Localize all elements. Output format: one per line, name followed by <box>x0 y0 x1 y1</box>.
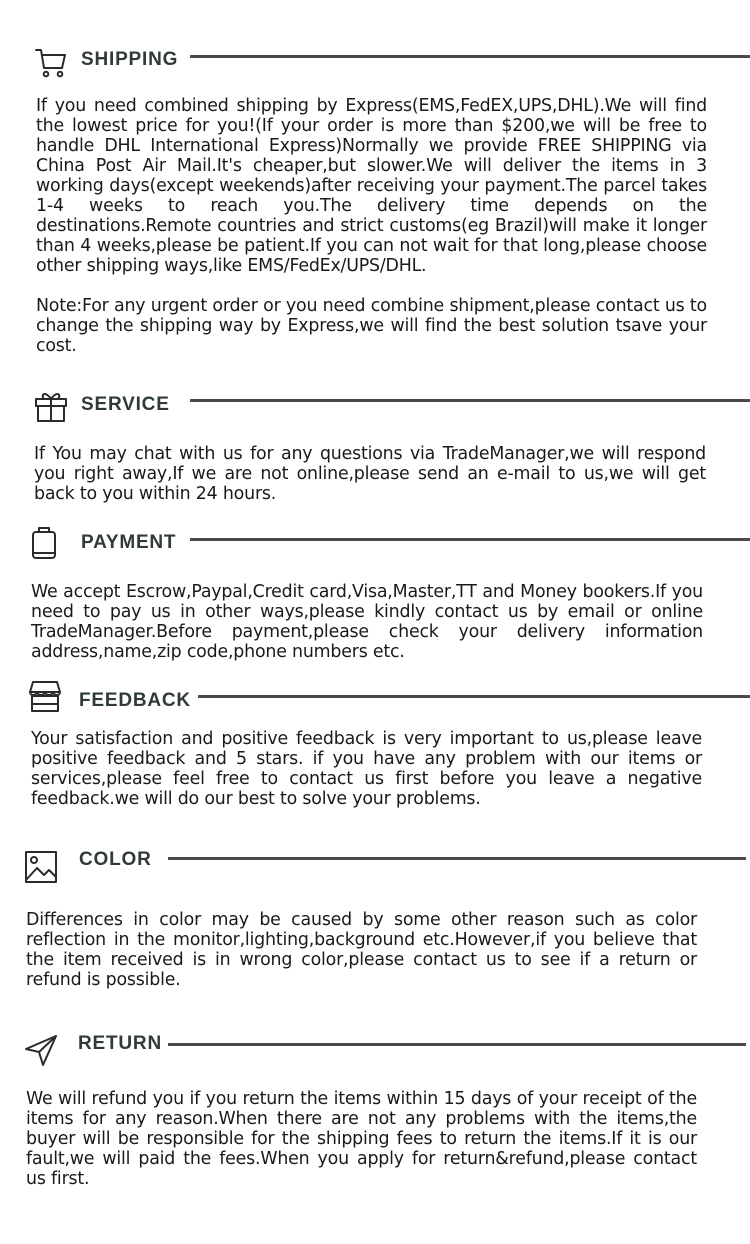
storefront-icon <box>28 680 62 714</box>
shipping-text <box>36 96 707 356</box>
color-text <box>26 910 697 990</box>
shipping-paragraph-2: Note:For any urgent order or you need combine shipment,please contact us to change the shipping way by Express,we will find the best solution tsave your cost. <box>36 296 707 356</box>
shipping-divider <box>190 55 750 58</box>
feedback-divider <box>198 695 750 698</box>
payment-divider <box>190 538 750 541</box>
gift-icon <box>34 389 68 423</box>
color-title: COLOR <box>79 849 152 870</box>
color-divider <box>168 857 746 860</box>
return-divider <box>168 1043 746 1046</box>
color-paragraph-1: Differences in color may be caused by some other reason such as color reflection in the monitor,lighting,background etc.However,if you believe that the item received is in wrong color,please contact us to see if a return or refund is possible. <box>26 910 697 990</box>
shopping-bag-icon <box>27 526 61 560</box>
paper-plane-icon <box>24 1033 58 1067</box>
shipping-title: SHIPPING <box>81 49 179 70</box>
shipping-paragraph-1: If you need combined shipping by Express(EMS,FedEX,UPS,DHL).We will find the lowest price for you!(If your order is more than $200,we will be free to handle DHL International Express)Normally we provide FREE SHIPPING via China Post Air Mail.It's cheaper,but slower.We will deliver the items in 3 working days(except weekends)after receiving your payment.The parcel takes 1-4 weeks to reach you.The delivery time depends on the destinations.Remote countries and strict customs(eg Brazil)will make it longer than 4 weeks,please be patient.If you can not wait for that long,please choose other shipping ways,like EMS/FedEx/UPS/DHL. <box>36 96 707 276</box>
service-divider <box>190 399 750 402</box>
feedback-text <box>31 729 702 809</box>
return-text <box>26 1089 697 1189</box>
return-paragraph-1: We will refund you if you return the items within 15 days of your receipt of the items for any reason.When there are not any problems with the items,the buyer will be responsible for the shipping fees to return the items.If it is our fault,we will paid the fees.When you apply for return&refund,please contact us first. <box>26 1089 697 1189</box>
image-icon <box>24 850 58 884</box>
shopping-cart-icon <box>34 46 68 80</box>
paragraph-spacer <box>36 276 707 296</box>
payment-title: PAYMENT <box>81 532 177 553</box>
service-title: SERVICE <box>81 394 170 415</box>
feedback-paragraph-1: Your satisfaction and positive feedback is very important to us,please leave positive feedback and 5 stars. if you have any problem with our items or services,please feel free to contact us first before you leave a negative feedback.we will do our best to solve your problems. <box>31 729 702 809</box>
service-paragraph-1: If You may chat with us for any questions via TradeManager,we will respond you right away,If we are not online,please send an e-mail to us,we will get back to you within 24 hours. <box>34 444 706 504</box>
payment-text <box>31 582 703 662</box>
return-title: RETURN <box>78 1033 162 1054</box>
payment-paragraph-1: We accept Escrow,Paypal,Credit card,Visa,Master,TT and Money bookers.If you need to pay us in other ways,please kindly contact us by email or online TradeManager.Before payment,please check your delivery information address,name,zip code,phone numbers etc. <box>31 582 703 662</box>
feedback-title: FEEDBACK <box>79 690 191 711</box>
service-text <box>34 444 706 504</box>
